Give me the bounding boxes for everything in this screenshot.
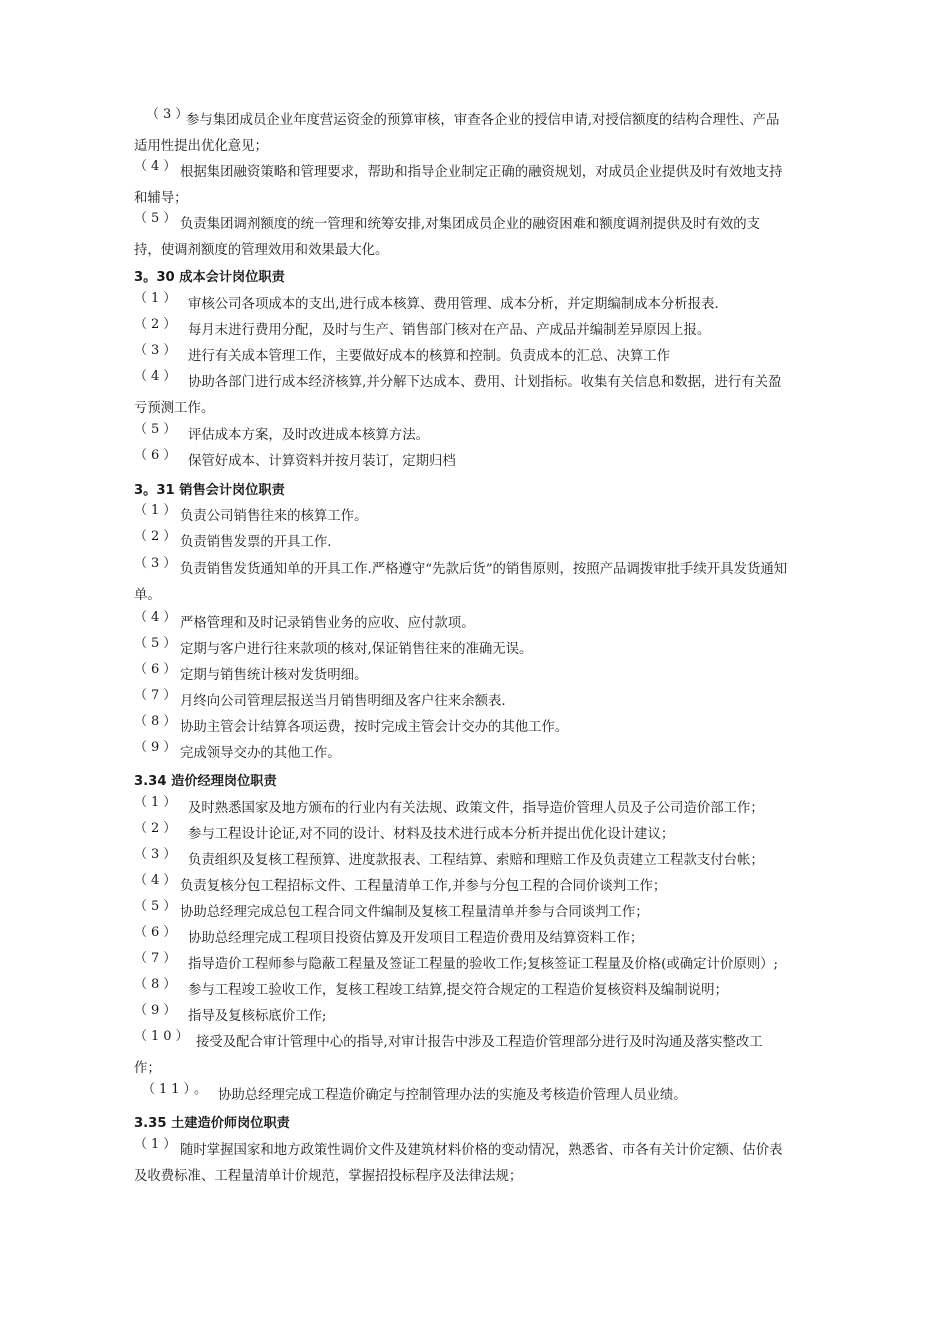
- list-item: [134, 952, 858, 978]
- item-text: 评估成本方案，及时改进成本核算方法。: [188, 428, 430, 443]
- item-text-continued: 和辅导；: [134, 191, 188, 206]
- item-text: 指导造价工程师参与隐蔽工程量及签证工程量的验收工作;复核签证工程量及价格(或确定计价原则）;: [188, 957, 779, 972]
- item-text-continued: 单。: [134, 588, 161, 603]
- list-item: [134, 663, 858, 689]
- item-text: 定期与销售统计核对发货明细。: [180, 668, 368, 683]
- item-number: （8）: [134, 714, 181, 729]
- item-text: 根据集团融资策略和管理要求，帮助和指导企业制定正确的融资规划，对成员企业提供及时有效地支持: [180, 165, 783, 180]
- item-text: 负责销售发货通知单的开具工作.严格遵守“先款后货”的销售原则，按照产品调拨审批手续开具发货通知: [180, 562, 788, 577]
- item-text: 定期与客户进行往来款项的核对,保证销售往来的准确无误。: [180, 642, 533, 657]
- item-text: 进行有关成本管理工作，主要做好成本的核算和控制。负责成本的汇总、决算工作: [188, 349, 671, 364]
- item-number: （1）: [134, 1137, 181, 1152]
- item-number: （4）: [134, 873, 181, 888]
- list-item: [134, 978, 858, 1004]
- item-text: 参与工程设计论证,对不同的设计、材料及技术进行成本分析并提出优化设计建议；: [188, 827, 675, 842]
- item-text: 及时熟悉国家及地方颁布的行业内有关法规、政策文件，指导造价管理人员及子公司造价部工作；: [188, 801, 764, 816]
- list-item: [134, 160, 858, 212]
- list-item: [134, 423, 858, 449]
- list-item: [134, 900, 858, 926]
- item-text: 参与集团成员企业年度营运资金的预算审核，审查各企业的授信申请,对授信额度的结构合理性、产品: [186, 113, 780, 128]
- item-text: 协助各部门进行成本经济核算,并分解下达成本、费用、计划指标。收集有关信息和数据，进行有关盈: [188, 375, 782, 390]
- item-number: （5）: [134, 899, 181, 914]
- item-number: （4）: [134, 159, 181, 174]
- list-item: [134, 449, 858, 475]
- item-number: （11）。: [142, 1082, 212, 1097]
- list-item: [134, 822, 858, 848]
- item-number: （1）: [134, 291, 181, 306]
- item-number: （6）: [134, 925, 181, 940]
- list-item: [134, 557, 858, 609]
- list-item: [134, 318, 858, 344]
- list-item: [134, 637, 858, 663]
- section-heading: 3。31 销售会计岗位职责: [134, 483, 285, 498]
- item-text: 参与工程竣工验收工作，复核工程竣工结算,提交符合规定的工程造价复核资料及编制说明；: [188, 983, 728, 998]
- section-heading: 3.35 土建造价师岗位职责: [134, 1116, 290, 1131]
- item-text-continued: 亏预测工作。: [134, 401, 215, 416]
- list-item: [134, 1030, 858, 1082]
- item-number: （2）: [134, 821, 181, 836]
- list-item: [134, 741, 858, 767]
- list-item: [134, 1004, 858, 1030]
- item-text: 月终向公司管理层报送当月销售明细及客户往来余额表.: [180, 694, 506, 709]
- item-text-continued: 作；: [134, 1061, 161, 1076]
- item-number: （1）: [134, 503, 181, 518]
- item-text-continued: 及收费标准、工程量清单计价规范，掌握招投标程序及法律法规；: [134, 1169, 523, 1184]
- list-item: [134, 796, 858, 822]
- list-item: [134, 926, 858, 952]
- item-number: （1）: [134, 795, 181, 810]
- item-number: （6）: [134, 448, 181, 463]
- list-item: [134, 530, 858, 556]
- list-item: [134, 611, 858, 637]
- item-text: 随时掌握国家和地方政策性调价文件及建筑材料价格的变动情况，熟悉省、市各有关计价定额、估价表: [180, 1143, 783, 1158]
- item-text: 负责集团调剂额度的统一管理和统筹安排,对集团成员企业的融资困难和额度调剂提供及时有效的支: [180, 217, 761, 232]
- list-item: [134, 715, 858, 741]
- item-number: （3）: [146, 107, 193, 122]
- item-number: （5）: [134, 211, 181, 226]
- section-heading: 3.34 造价经理岗位职责: [134, 774, 277, 789]
- list-item: [134, 292, 858, 318]
- item-text-continued: 适用性提出优化意见；: [134, 139, 268, 154]
- item-text: 负责销售发票的开具工作.: [180, 535, 332, 550]
- item-text: 协助总经理完成工程项目投资估算及开发项目工程造价费用及结算资料工作；: [188, 931, 644, 946]
- section-heading: 3。30 成本会计岗位职责: [134, 270, 285, 285]
- item-number: （7）: [134, 951, 181, 966]
- list-item: [134, 848, 858, 874]
- item-text: 协助总经理完成工程造价确定与控制管理办法的实施及考核造价管理人员业绩。: [218, 1088, 687, 1103]
- item-number: （8）: [134, 977, 181, 992]
- item-text: 协助主管会计结算各项运费，按时完成主管会计交办的其他工作。: [180, 720, 569, 735]
- item-number: （4）: [134, 610, 181, 625]
- list-item: [134, 874, 858, 900]
- item-number: （5）: [134, 636, 181, 651]
- item-number: （3）: [134, 556, 181, 571]
- item-text: 负责公司销售往来的核算工作。: [180, 509, 368, 524]
- item-number: （3）: [134, 343, 181, 358]
- item-text: 负责复核分包工程招标文件、工程量清单工作,并参与分包工程的合同价谈判工作；: [180, 879, 667, 894]
- item-number: （5）: [134, 422, 181, 437]
- list-item: [134, 1138, 858, 1190]
- item-number: （4）: [134, 369, 181, 384]
- list-item: [134, 344, 858, 370]
- item-number: （6）: [134, 662, 181, 677]
- item-text: 完成领导交办的其他工作。: [180, 746, 341, 761]
- item-text: 协助总经理完成总包工程合同文件编制及复核工程量清单并参与合同谈判工作；: [180, 905, 649, 920]
- item-number: （2）: [134, 529, 181, 544]
- list-item: [134, 1083, 858, 1109]
- list-item: [134, 212, 858, 264]
- list-item: [134, 108, 858, 160]
- item-number: （2）: [134, 317, 181, 332]
- item-text: 严格管理和及时记录销售业务的应收、应付款项。: [180, 616, 475, 631]
- item-number: （9）: [134, 1003, 181, 1018]
- item-text: 审核公司各项成本的支出,进行成本核算、费用管理、成本分析，并定期编制成本分析报表.: [188, 297, 719, 312]
- item-text: 指导及复核标底价工作;: [188, 1009, 327, 1024]
- list-item: [134, 504, 858, 530]
- item-text: 负责组织及复核工程预算、进度款报表、工程结算、索赔和理赔工作及负责建立工程款支付台帐；: [188, 853, 764, 868]
- item-number: （10）: [134, 1029, 193, 1044]
- list-item: [134, 689, 858, 715]
- item-text: 每月末进行费用分配，及时与生产、销售部门核对在产品、产成品并编制差异原因上报。: [188, 323, 711, 338]
- item-number: （7）: [134, 688, 181, 703]
- item-number: （9）: [134, 740, 181, 755]
- item-text: 保管好成本、计算资料并按月装订，定期归档: [188, 454, 456, 469]
- item-number: （3）: [134, 847, 181, 862]
- item-text: 接受及配合审计管理中心的指导,对审计报告中涉及工程造价管理部分进行及时沟通及落实整改工: [196, 1035, 763, 1050]
- list-item: [134, 370, 858, 422]
- item-text-continued: 持，使调剂额度的管理效用和效果最大化。: [134, 243, 389, 258]
